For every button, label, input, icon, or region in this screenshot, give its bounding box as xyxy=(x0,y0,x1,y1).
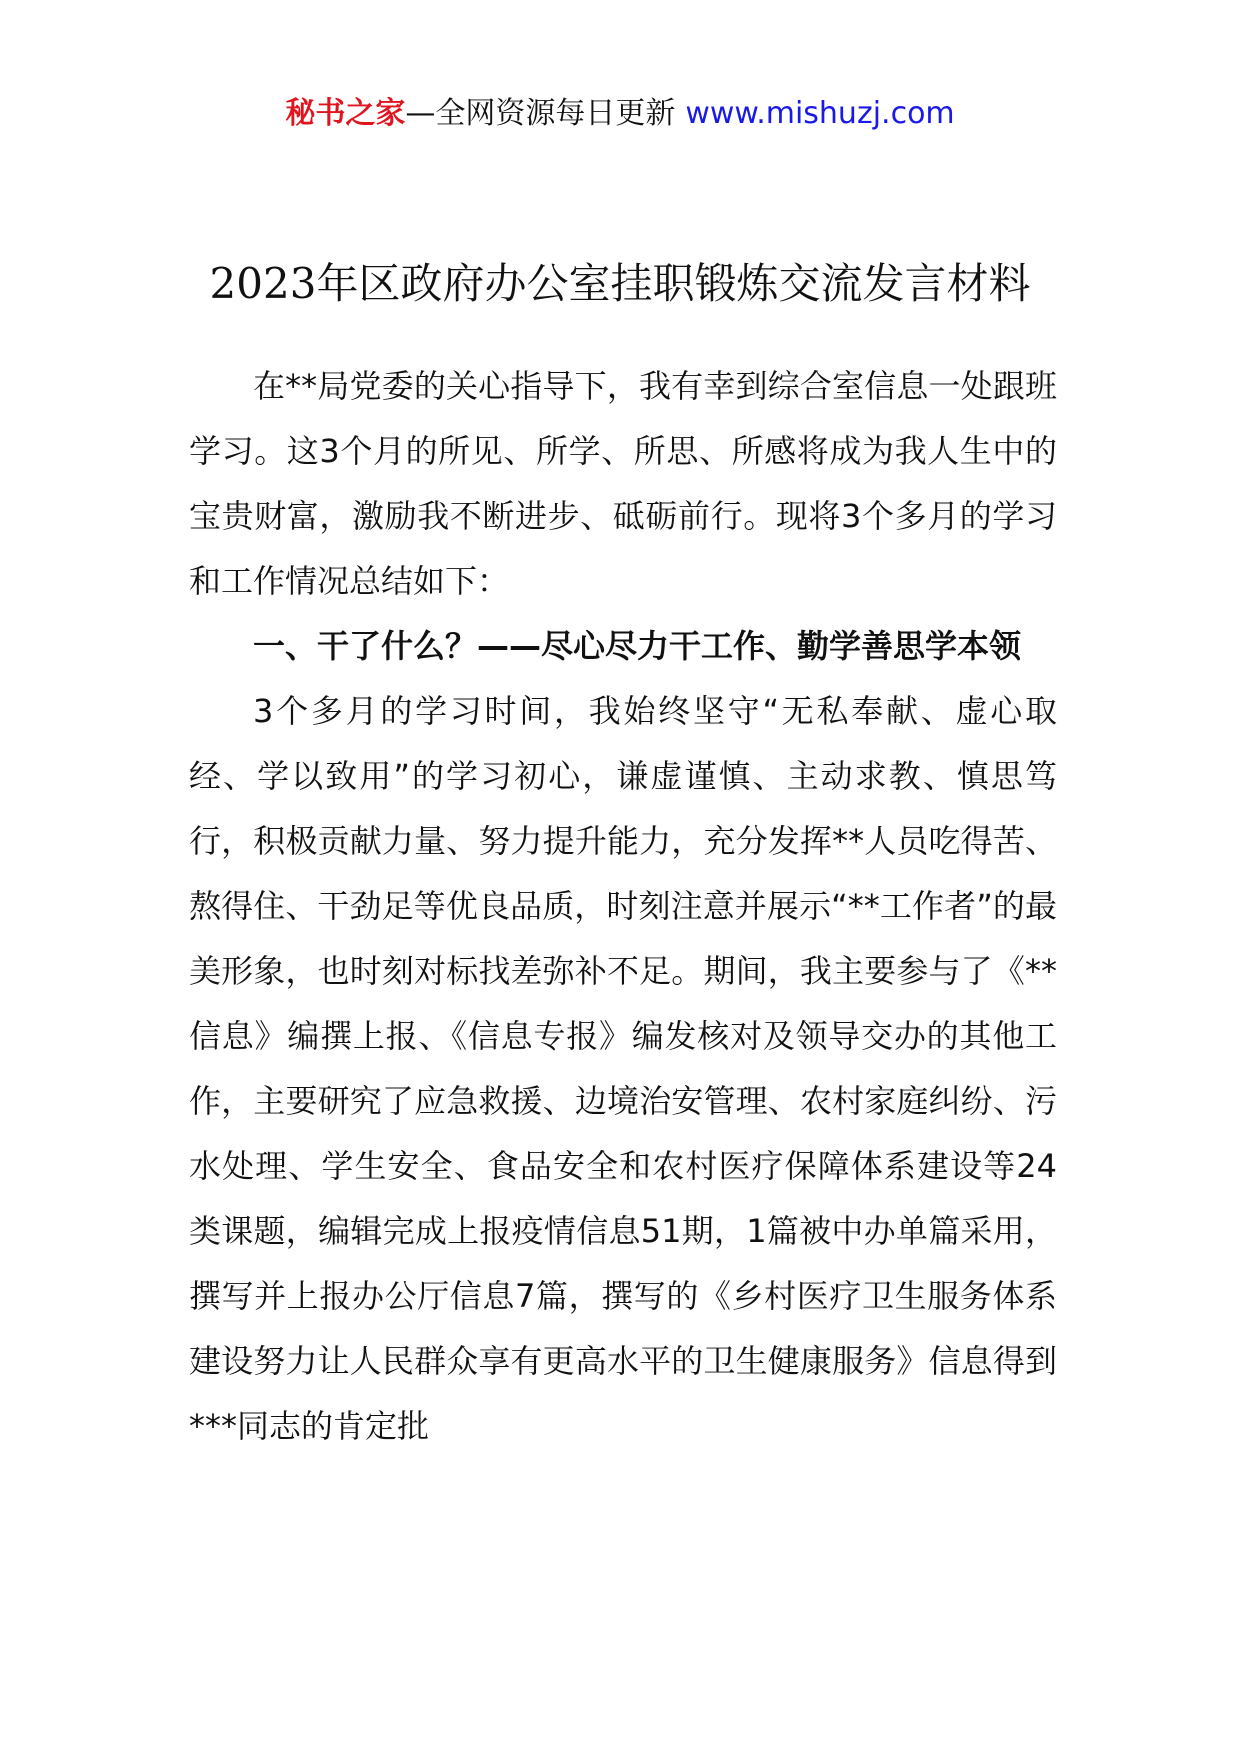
document-title-text: 年区政府办公室挂职锻炼交流发言材料 xyxy=(316,259,1031,308)
document-title xyxy=(0,256,1240,312)
site-url-link[interactable]: www.mishuzj.com xyxy=(685,96,955,131)
body-paragraph: 3个多月的学习时间，我始终坚守“无私奉献、虚心取经、学以致用”的学习初心，谦虚谨慎、主动求教、慎思笃行，积极贡献力量、努力提升能力，充分发挥**人员吃得苦、熬得住、干劲足等优良品质，时刻注意并展示“**工作者”的最美形象，也时刻对标找差弥补不足。期间，我主要参与了《**信息》编撰上报、《信息专报》编发核对及领导交办的其他工作，主要研究了应急救援、边境治安管理、农村家庭纠纷、污水处理、学生安全、食品安全和农村医疗保障体系建设等24类课题，编辑完成上报疫情信息51期，1篇被中办单篇采用，撰写并上报办公厅信息7篇，撰写的《乡村医疗卫生服务体系建设努力让人民群众享有更高水平的卫生健康服务》信息得到***同志的肯定批 xyxy=(189,692,1057,1445)
document-title-year: 2023 xyxy=(209,259,317,308)
document-body xyxy=(189,354,1057,1459)
site-slogan: —全网资源每日更新 xyxy=(405,96,676,131)
section-heading: 一、干了什么？——尽心尽力干工作、勤学善思学本领 xyxy=(253,627,1022,665)
site-brand: 秘书之家 xyxy=(285,96,406,131)
site-header xyxy=(0,94,1240,134)
intro-paragraph: 在**局党委的关心指导下，我有幸到综合室信息一处跟班学习。这3个月的所见、所学、所思、所感将成为我人生中的宝贵财富，激励我不断进步、砥砺前行。现将3个多月的学习和工作情况总结如下： xyxy=(189,367,1057,600)
